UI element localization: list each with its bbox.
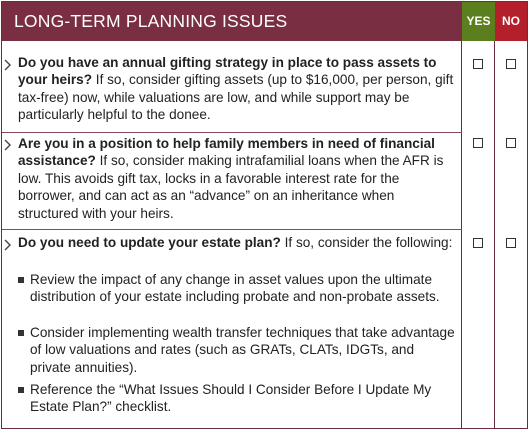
question-detail: If so, consider gifting assets (up to $16,000, per person, gift tax-free) now, while valuations are low, and while support may be particularly helpful to the donee. xyxy=(18,72,454,123)
question-detail: If so, consider making intrafamilial loans when the AFR is low. This avoids gift tax, locks in a favorable interest rate for the borrower, and can act as an “advance” on an inheritance when structured with your heirs. xyxy=(18,153,444,221)
question-bold: Do you have an annual gifting strategy in place to pass assets to your heirs? xyxy=(18,55,437,88)
yes-checkbox-gifting[interactable] xyxy=(473,59,483,69)
table-title: LONG-TERM PLANNING ISSUES xyxy=(2,2,462,41)
column-divider xyxy=(494,41,495,428)
list-item: Review the impact of any change in asset values upon the ultimate distribution of your estate including probate and non-probate assets. xyxy=(16,271,456,306)
no-checkbox-gifting[interactable] xyxy=(506,59,516,69)
row-divider xyxy=(2,132,462,133)
question-bold: Do you need to update your estate plan? xyxy=(18,235,281,250)
bullet-square-icon xyxy=(18,277,24,283)
no-checkbox-family-loans[interactable] xyxy=(506,138,516,148)
checklist-table xyxy=(1,1,528,429)
question-text xyxy=(18,54,458,124)
no-column-header: NO xyxy=(495,2,527,41)
chevron-right-icon xyxy=(4,59,12,71)
question-text xyxy=(18,135,458,222)
column-divider xyxy=(461,41,462,428)
question-text xyxy=(18,234,458,251)
question-detail: If so, consider the following: xyxy=(280,235,453,250)
bullet-square-icon xyxy=(18,387,24,393)
yes-checkbox-family-loans[interactable] xyxy=(473,138,483,148)
list-item: Reference the “What Issues Should I Consider Before I Update My Estate Plan?” checklist. xyxy=(16,381,456,416)
list-item: Consider implementing wealth transfer techniques that take advantage of low valuations and rates (such as GRATs, CLATs, IDGTs, and private annuities). xyxy=(16,324,456,376)
chevron-right-icon xyxy=(4,239,12,251)
chevron-right-icon xyxy=(4,139,12,151)
row-divider xyxy=(2,229,462,230)
yes-checkbox-estate-plan[interactable] xyxy=(473,238,483,248)
question-bold: Are you in a position to help family members in need of financial assistance? xyxy=(18,136,435,169)
yes-column-header: YES xyxy=(462,2,495,41)
bullet-square-icon xyxy=(18,330,24,336)
no-checkbox-estate-plan[interactable] xyxy=(506,238,516,248)
